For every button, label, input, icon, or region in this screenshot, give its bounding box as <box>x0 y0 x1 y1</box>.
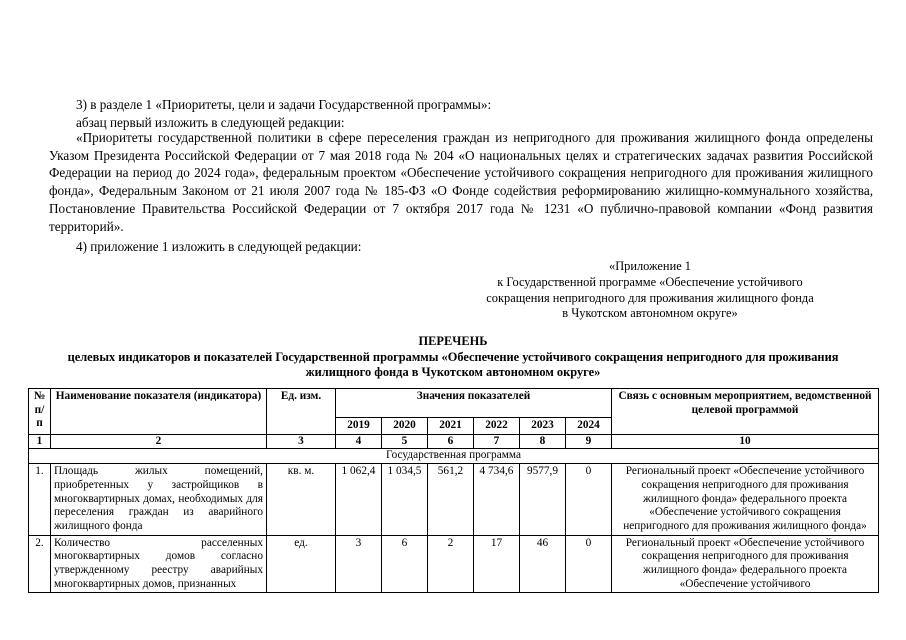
row-unit: ед. <box>267 535 336 593</box>
row-num: 1. <box>29 464 51 536</box>
section-label: Государственная программа <box>29 449 879 464</box>
col-number: 1 <box>29 434 51 449</box>
header-num: № п/п <box>29 389 51 435</box>
col-number: 9 <box>566 434 612 449</box>
list-title <box>30 334 876 381</box>
row-value: 6 <box>382 535 428 593</box>
header-name: Наименование показателя (индикатора) <box>51 389 267 435</box>
col-number: 4 <box>336 434 382 449</box>
year-cell: 2023 <box>520 418 566 435</box>
year-cell: 2020 <box>382 418 428 435</box>
header-row <box>29 389 879 418</box>
col-number: 2 <box>51 434 267 449</box>
col-number: 7 <box>474 434 520 449</box>
col-number: 10 <box>612 434 879 449</box>
appendix-line-4: в Чукотском автономном округе» <box>562 306 738 321</box>
header-link: Связь с основным мероприятием, ведомственной целевой программой <box>612 389 879 435</box>
intro-instruction: абзац первый изложить в следующей редакции: <box>76 115 345 130</box>
appendix-line-1: «Приложение 1 <box>609 259 691 273</box>
column-numbers-row <box>29 434 879 449</box>
row-num: 2. <box>29 535 51 593</box>
table-row <box>29 464 879 536</box>
col-number: 8 <box>520 434 566 449</box>
section-row <box>29 449 879 464</box>
col-number: 3 <box>267 434 336 449</box>
row-value: 4 734,6 <box>474 464 520 536</box>
row-value: 2 <box>428 535 474 593</box>
row-value: 9577,9 <box>520 464 566 536</box>
row-value: 46 <box>520 535 566 593</box>
row-value: 0 <box>566 464 612 536</box>
list-title-sub-2: жилищного фонда в Чукотском автономном округе» <box>305 365 601 380</box>
row-value: 1 034,5 <box>382 464 428 536</box>
year-cell: 2019 <box>336 418 382 435</box>
col-number: 5 <box>382 434 428 449</box>
appendix-heading <box>440 259 860 322</box>
header-unit: Ед. изм. <box>267 389 336 435</box>
intro-item-4: 4) приложение 1 изложить в следующей редакции: <box>76 239 362 254</box>
row-unit: кв. м. <box>267 464 336 536</box>
year-cell: 2024 <box>566 418 612 435</box>
row-value: 0 <box>566 535 612 593</box>
row-value: 1 062,4 <box>336 464 382 536</box>
row-value: 561,2 <box>428 464 474 536</box>
row-name: Количество расселенных многоквартирных домов согласно утвержденному реестру аварийных многоквартирных домов, признанных <box>51 535 267 593</box>
intro-item-3: 3) в разделе 1 «Приоритеты, цели и задачи Государственной программы»: <box>76 97 492 112</box>
col-number: 6 <box>428 434 474 449</box>
row-link: Региональный проект «Обеспечение устойчивого сокращения непригодного для проживания жилищного фонда» федерального проекта «Обеспечение устойчивого сокращения непригодного для проживания жилищного фонда» <box>612 464 879 536</box>
row-name: Площадь жилых помещений, приобретенных у застройщиков в многоквартирных домах, необходимых для переселения граждан из аварийного жилищного фонда <box>51 464 267 536</box>
year-cell: 2022 <box>474 418 520 435</box>
priorities-paragraph: «Приоритеты государственной политики в сфере переселения граждан из непригодного для проживания жилищного фонда определены Указом Президента Российской Федерации от 7 мая 2018 года № 204 «О национальных целях и стратегических задачах развития Российской Федерации на период до 2024 года», федеральным проектом «Обеспечение устойчивого сокращения непригодного для проживания жилищного фонда», Федеральным Законом от 21 июля 2007 года № 185-ФЗ «О Фонде содействия реформированию жилищно-коммунального хозяйства, Постановление Правительства Российской Федерации от 7 октября 2017 года № 1231 «О публично-правовой компании «Фонд развития территорий». <box>49 130 873 234</box>
row-value: 17 <box>474 535 520 593</box>
row-value: 3 <box>336 535 382 593</box>
table-row <box>29 535 879 593</box>
indicators-table <box>28 388 879 593</box>
header-values: Значения показателей <box>336 389 612 418</box>
row-link: Региональный проект «Обеспечение устойчивого сокращения непригодного для проживания жилищного фонда» федерального проекта «Обеспечение устойчивого <box>612 535 879 593</box>
appendix-line-3: сокращения непригодного для проживания жилищного фонда <box>486 290 814 305</box>
year-cell: 2021 <box>428 418 474 435</box>
appendix-line-2: к Государственной программе «Обеспечение устойчивого <box>497 274 803 289</box>
list-title-main: ПЕРЕЧЕНЬ <box>418 334 488 348</box>
list-title-sub-1: целевых индикаторов и показателей Государственной программы «Обеспечение устойчивого сокращения непригодного для проживания <box>67 349 839 364</box>
